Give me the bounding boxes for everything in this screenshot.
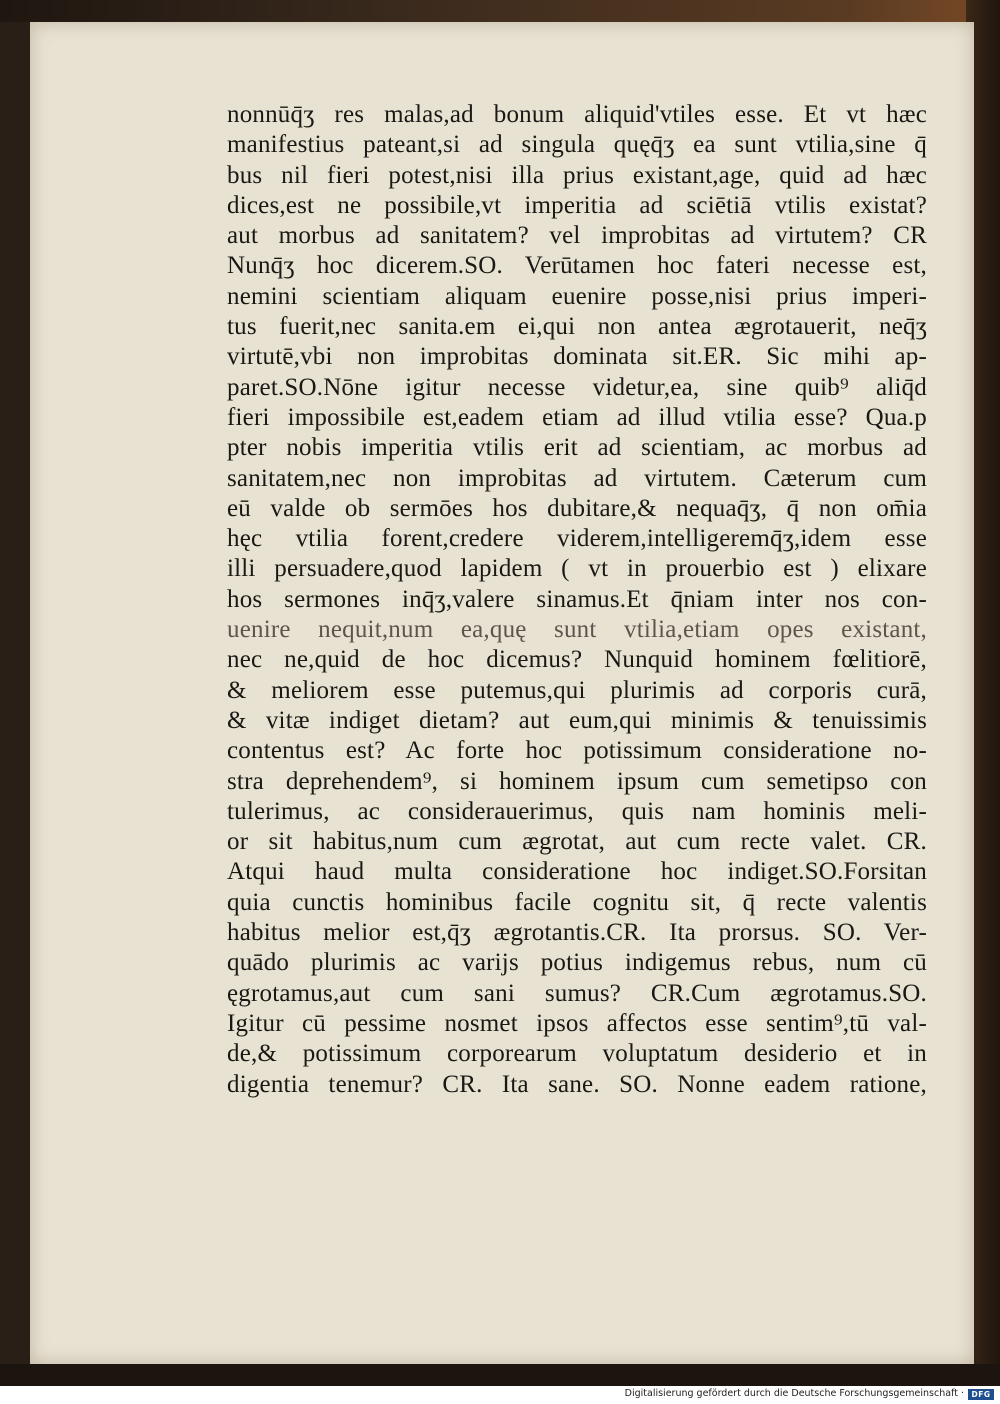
text-line: habitus melior est,q̄ʒ ægrotantis.CR. Ita prorsus. SO. Ver-: [227, 919, 927, 947]
text-line: fieri impossibile est,eadem etiam ad illud vtilia esse? Qua.p: [227, 403, 927, 431]
text-line: hos sermones inq̄ʒ,valere sinamus.Et q̄niam inter nos con-: [227, 585, 927, 613]
text-line: illi persuadere,quod lapidem ( vt in prouerbio est ) elixare: [227, 555, 927, 583]
dfg-logo: DFG: [968, 1389, 994, 1400]
text-line: hęc vtilia forent,credere viderem,intelligeremq̄ʒ,idem esse: [227, 525, 927, 553]
text-line: quia cunctis hominibus facile cognitu sit, q̄ recte valentis: [227, 888, 927, 916]
text-line: pter nobis imperitia vtilis erit ad scientiam, ac morbus ad: [227, 434, 927, 462]
book-edge-top: [0, 0, 1000, 22]
text-line: or sit habitus,num cum ægrotat, aut cum recte valet. CR.: [227, 828, 927, 856]
funding-credit: Digitalisierung gefördert durch die Deutsche Forschungsgemeinschaft ·: [624, 1388, 964, 1399]
text-line: aut morbus ad sanitatem? vel improbitas ad virtutem? CR: [227, 222, 927, 250]
text-line: nec ne,quid de hoc dicemus? Nunquid hominem fœlitiorē,: [227, 646, 927, 674]
text-line: eū valde ob sermōes hos dubitare,& nequaq̄ʒ, q̄ non om̄ia: [227, 494, 927, 522]
text-line: nemini scientiam aliquam euenire posse,nisi prius imperi-: [227, 282, 927, 310]
text-line: dices,est ne possibile,vt imperitia ad sciētiā vtilis existat?: [227, 191, 927, 219]
text-line: nonnūq̄ʒ res malas,ad bonum aliquid'vtiles esse. Et vt hæc: [227, 101, 927, 128]
text-line: tulerimus, ac considerauerimus, quis nam hominis meli-: [227, 797, 927, 825]
text-line: virtutē,vbi non improbitas dominata sit.ER. Sic mihi ap-: [227, 343, 927, 371]
text-line: Igitur cū pessime nosmet ipsos affectos esse sentim⁹,tū val-: [227, 1009, 927, 1037]
text-line: paret.SO.Nōne igitur necesse videtur,ea, sine quib⁹ aliq̄d: [227, 373, 927, 401]
text-line: quādo plurimis ac varijs potius indigemus rebus, num cū: [227, 949, 927, 977]
text-line: stra deprehendem⁹, si hominem ipsum cum semetipso con: [227, 767, 927, 795]
text-line: digentia tenemur? CR. Ita sane. SO. Nonne eadem ratione,: [227, 1070, 927, 1098]
book-edge-bottom: [0, 1364, 1000, 1386]
text-line: ęgrotamus,aut cum sani sumus? CR.Cum ægrotamus.SO.: [227, 979, 927, 1007]
text-line: Atqui haud multa consideratione hoc indiget.SO.Forsitan: [227, 858, 927, 886]
paper-page: [30, 22, 974, 1364]
text-line: tus fuerit,nec sanita.em ei,qui non antea ægrotauerit, neq̄ʒ: [227, 313, 927, 341]
text-line: de,& potissimum corporearum voluptatum desiderio et in: [227, 1040, 927, 1068]
printed-text-block: [227, 100, 927, 1100]
text-line: contentus est? Ac forte hoc potissimum consideratione no-: [227, 737, 927, 765]
text-line: & vitæ indiget dietam? aut eum,qui minimis & tenuissimis: [227, 706, 927, 734]
text-line: uenire nequit,num ea,quę sunt vtilia,etiam opes existant,: [227, 616, 927, 644]
text-line: sanitatem,nec non improbitas ad virtutem. Cæterum cum: [227, 464, 927, 492]
text-line: bus nil fieri potest,nisi illa prius existant,age, quid ad hæc: [227, 161, 927, 189]
funding-footer: [0, 1386, 1000, 1404]
text-line: Nunq̄ʒ hoc dicerem.SO. Verūtamen hoc fateri necesse est,: [227, 252, 927, 280]
text-line: & meliorem esse putemus,qui plurimis ad corporis curā,: [227, 676, 927, 704]
text-line: manifestius pateant,si ad singula quęq̄ʒ ea sunt vtilia,sine q̄: [227, 131, 927, 159]
